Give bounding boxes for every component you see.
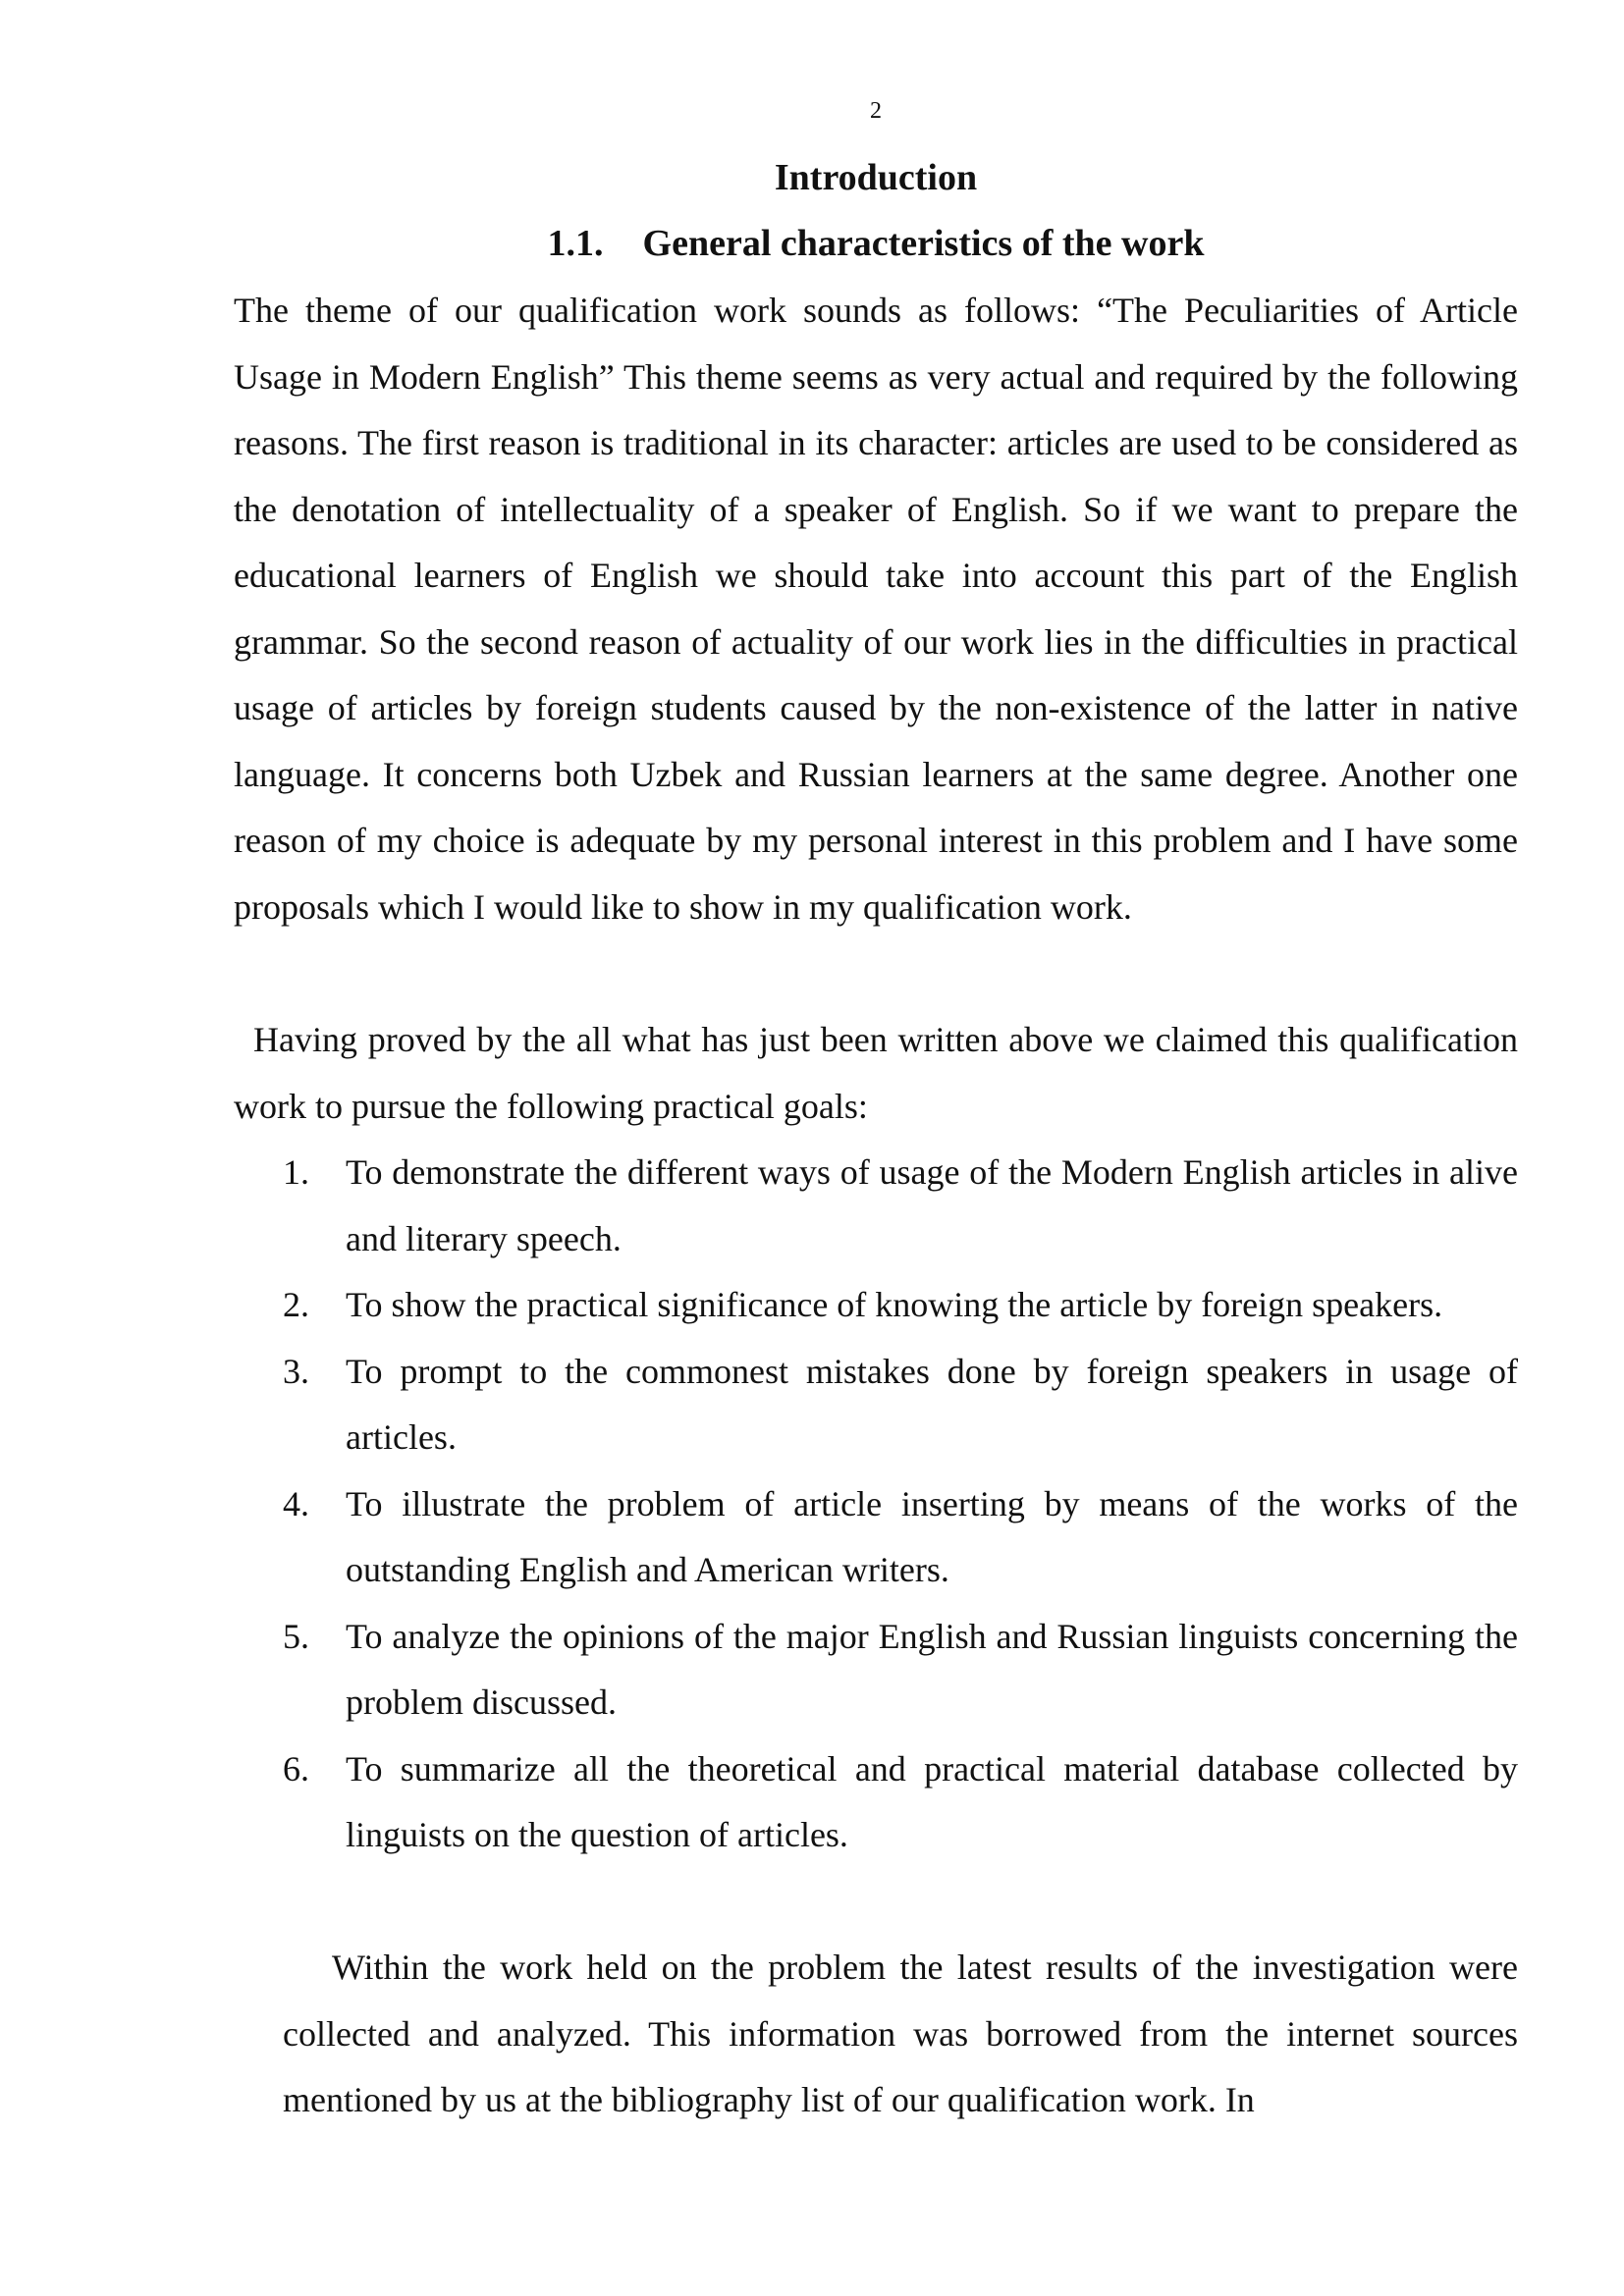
section-number: 1.1. bbox=[547, 223, 604, 264]
list-item-text: To analyze the opinions of the major English and Russian linguists concerning the problem discussed. bbox=[346, 1616, 1518, 1722]
list-item bbox=[283, 1471, 1518, 1604]
goals-list bbox=[283, 1140, 1518, 1869]
list-item-number: 2. bbox=[283, 1285, 309, 1324]
list-item bbox=[283, 1140, 1518, 1272]
list-item-number: 1. bbox=[283, 1152, 309, 1192]
list-item-text: To illustrate the problem of article inserting by means of the works of the outstanding English and American writers. bbox=[346, 1483, 1518, 1589]
paragraph-goals-intro: Having proved by the all what has just been written above we claimed this qualification work to pursue the following practical goals: bbox=[234, 1020, 1518, 1126]
list-item-number: 4. bbox=[283, 1483, 309, 1523]
list-item-text: To demonstrate the different ways of usage of the Modern English articles in alive and literary speech. bbox=[346, 1152, 1518, 1258]
list-item-text: To show the practical significance of knowing the article by foreign speakers. bbox=[346, 1285, 1443, 1324]
page-number: 2 bbox=[870, 98, 882, 124]
paragraph-themes-reasons: The theme of our qualification work sounds as follows: “The Peculiarities of Article Usage in Modern English” This theme seems as very actual and required by the following reasons. The first reason is traditional in its character: articles are used to be considered as the denotation of intellectuality of a speaker of English. So if we want to prepare the educational learners of English we should take into account this part of the English grammar. So the second reason of actuality of our work lies in the difficulties in practical usage of articles by foreign students caused by the non-existence of the latter in native language. It concerns both Uzbek and Russian learners at the same degree. Another one reason of my choice is adequate by my personal interest in this problem and I have some proposals which I would like to show in my qualification work. bbox=[234, 291, 1518, 927]
paragraph-investigation: Within the work held on the problem the latest results of the investigation were collected and analyzed. This information was borrowed from the internet sources mentioned by us at the bibliography list of our qualification work. In bbox=[283, 1948, 1518, 2119]
list-item-number: 3. bbox=[283, 1351, 309, 1391]
list-item bbox=[283, 1339, 1518, 1471]
list-item bbox=[283, 1604, 1518, 1736]
section-heading bbox=[0, 220, 1624, 267]
list-item-text: To prompt to the commonest mistakes done by foreign speakers in usage of articles. bbox=[346, 1351, 1518, 1457]
list-item bbox=[283, 1272, 1518, 1339]
list-item bbox=[283, 1736, 1518, 1869]
list-item-number: 5. bbox=[283, 1616, 309, 1656]
section-title: General characteristics of the work bbox=[642, 223, 1205, 264]
page-title: Introduction bbox=[774, 157, 978, 198]
list-item-number: 6. bbox=[283, 1748, 309, 1789]
list-item-text: To summarize all the theoretical and practical material database collected by linguists on the question of articles. bbox=[346, 1748, 1518, 1854]
